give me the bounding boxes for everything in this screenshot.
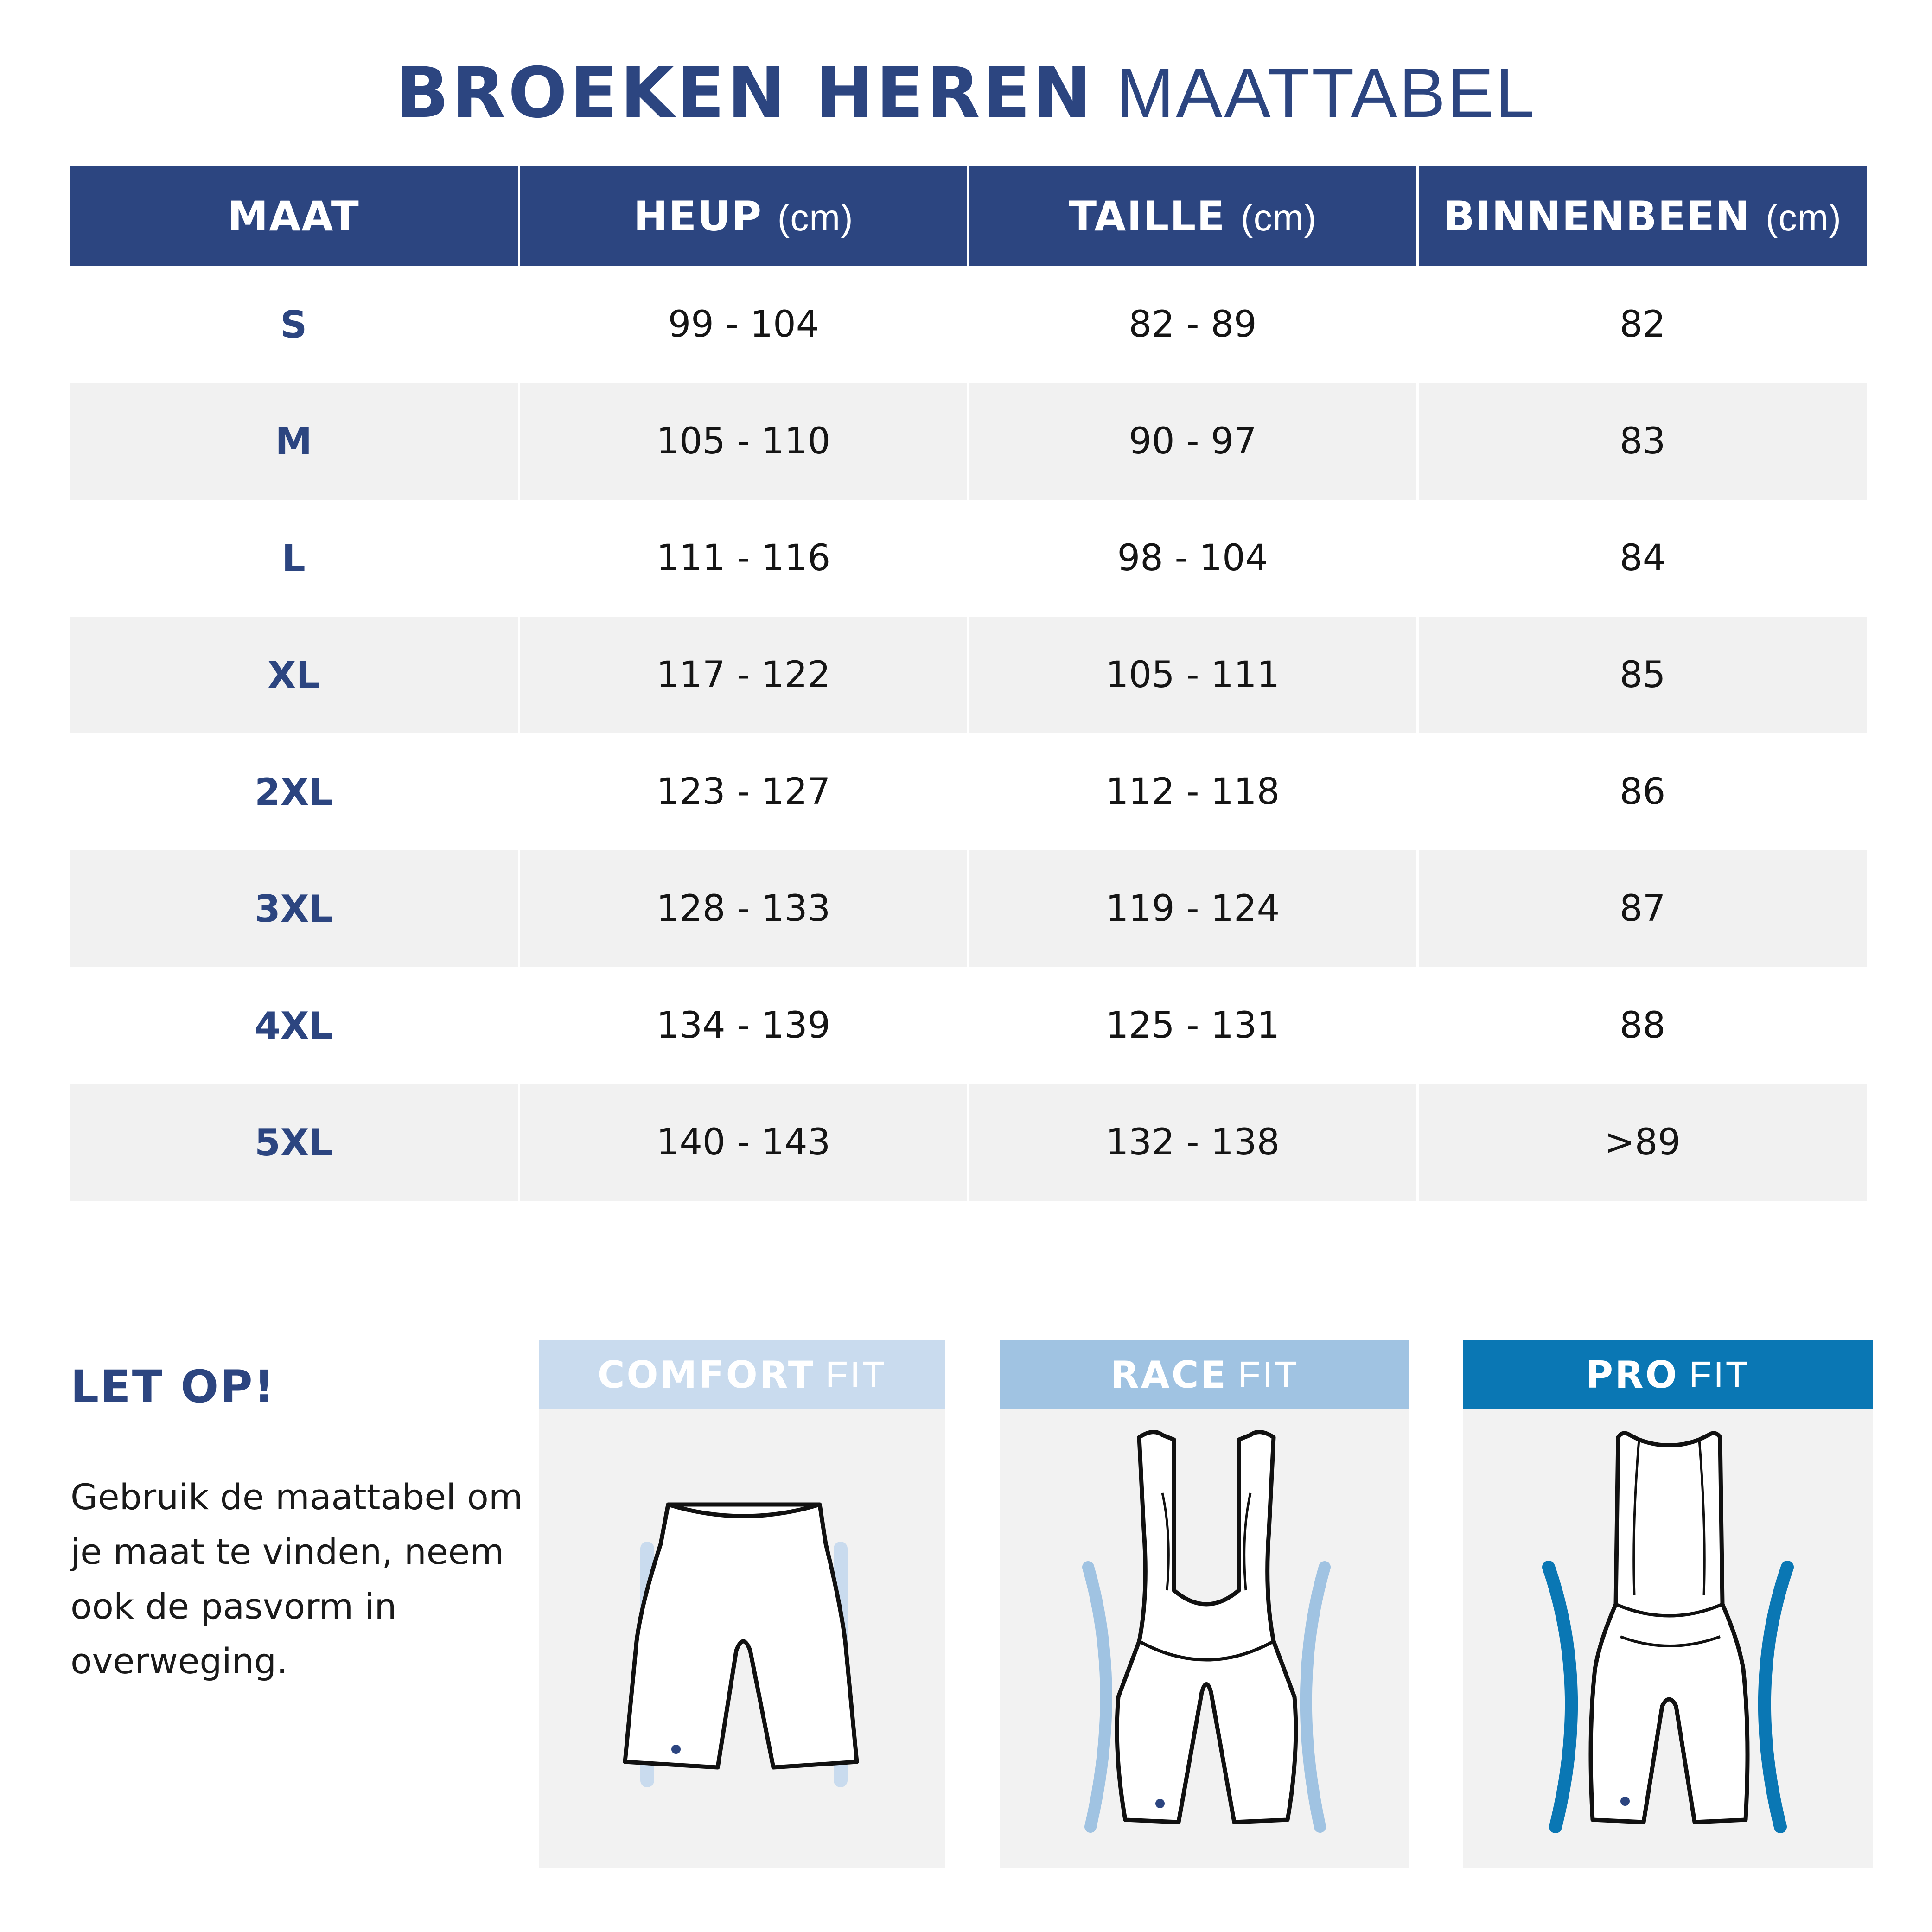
cell-heup: 140 - 143: [519, 1084, 968, 1201]
table-row: [70, 967, 1867, 1084]
cell-binnenbeen: 88: [1417, 967, 1867, 1084]
cell-maat: L: [281, 536, 306, 580]
cell-heup: 105 - 110: [519, 383, 968, 500]
cell-taille: 105 - 111: [968, 617, 1417, 733]
fit-card-race: [1000, 1340, 1409, 1868]
bib-shorts-icon: [1000, 1409, 1409, 1868]
fit-card-comfort: [539, 1340, 945, 1868]
cell-binnenbeen: >89: [1417, 1084, 1867, 1201]
cell-maat: 3XL: [70, 850, 519, 967]
cell-taille: 90 - 97: [968, 383, 1417, 500]
cell-maat: M: [70, 383, 519, 500]
header-heup: HEUP (cm): [519, 166, 968, 266]
table-row: [70, 1084, 1867, 1201]
size-table: [70, 166, 1867, 1201]
header-taille: TAILLE (cm): [968, 166, 1417, 266]
header-binnenbeen: BINNENBEEN (cm): [1417, 166, 1867, 266]
cell-taille: 132 - 138: [968, 1084, 1417, 1201]
table-row: [70, 500, 1867, 617]
cell-maat: 5XL: [70, 1084, 519, 1201]
cell-binnenbeen: 87: [1417, 850, 1867, 967]
cell-taille: 112 - 118: [968, 733, 1417, 850]
cell-heup: 111 - 116: [519, 500, 968, 617]
table-row: [70, 733, 1867, 850]
cell-binnenbeen: 84: [1417, 500, 1867, 617]
notice-heading: LET OP!: [70, 1361, 276, 1413]
cell-binnenbeen: 83: [1417, 383, 1867, 500]
cell-binnenbeen: 82: [1417, 266, 1867, 383]
cell-maat: S: [280, 303, 307, 346]
pro-bib-shorts-icon: [1463, 1409, 1873, 1868]
cell-binnenbeen: 85: [1417, 617, 1867, 733]
cell-taille: 82 - 89: [968, 266, 1417, 383]
cell-heup: 128 - 133: [519, 850, 968, 967]
fit-band-pro: PRO FIT: [1463, 1340, 1873, 1409]
shorts-icon: [539, 1409, 945, 1868]
cell-heup: 134 - 139: [519, 967, 968, 1084]
table-row: [70, 617, 1867, 733]
notice-text: Gebruik de maattabel om je maat te vinden, neem ook de pasvorm in overweging.: [70, 1476, 523, 1682]
cell-heup: 123 - 127: [519, 733, 968, 850]
cell-taille: 98 - 104: [968, 500, 1417, 617]
cell-maat: XL: [70, 617, 519, 733]
cell-taille: 119 - 124: [968, 850, 1417, 967]
table-row: [70, 850, 1867, 967]
title-thin: MAATTABEL: [1116, 54, 1537, 132]
fit-card-pro: [1463, 1340, 1873, 1868]
table-header-row: [70, 166, 1867, 266]
page-title: [0, 53, 1932, 133]
cell-binnenbeen: 86: [1417, 733, 1867, 850]
cell-heup: 99 - 104: [519, 266, 968, 383]
title-bold: BROEKEN HEREN: [395, 53, 1094, 134]
table-row: [70, 266, 1867, 383]
cell-taille: 125 - 131: [968, 967, 1417, 1084]
cell-maat: 2XL: [255, 770, 333, 814]
cell-heup: 117 - 122: [519, 617, 968, 733]
header-maat: MAAT: [70, 166, 519, 266]
table-row: [70, 383, 1867, 500]
fit-band-race: RACE FIT: [1000, 1340, 1409, 1409]
cell-maat: 4XL: [255, 1004, 333, 1047]
fit-band-comfort: COMFORT FIT: [539, 1340, 945, 1409]
